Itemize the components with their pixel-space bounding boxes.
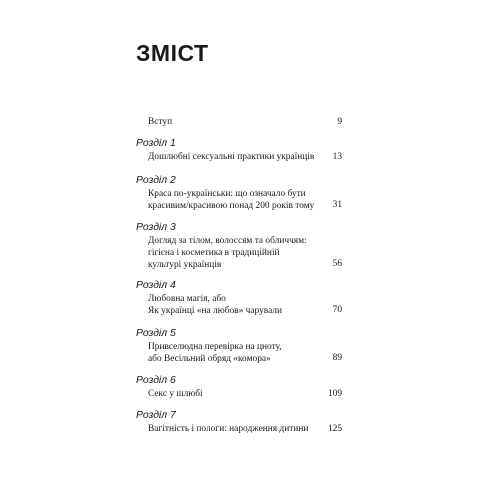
toc-entry-page: 13 <box>332 152 342 162</box>
section-label: Розділ 7 <box>136 410 176 421</box>
toc-entry-title: Привселюдна перевірка на цноту, або Весільний обряд «комора» <box>148 342 282 364</box>
toc-entry-page: 109 <box>327 389 342 399</box>
toc-entry-title: Краса по-українськи: що означало бути красивим/красивою понад 200 років тому <box>148 189 315 211</box>
toc-entry-page: 56 <box>332 259 342 269</box>
page-title: ЗМІСТ <box>136 40 209 66</box>
toc-entry-page: 31 <box>332 200 342 210</box>
toc-entry-title: Вступ <box>148 117 173 127</box>
section-label: Розділ 2 <box>136 175 176 186</box>
toc-entry-title: Дошлюбні сексуальні практики українців <box>148 152 315 162</box>
toc-entry-title: Догляд за тілом, волоссям та обличчям: гігієна і косметика в традиційній культурі українців <box>148 236 307 270</box>
toc-entry-title: Вагітність і пологи: народження дитини <box>148 424 309 434</box>
toc-entry-page: 125 <box>327 424 342 434</box>
section-label: Розділ 3 <box>136 222 176 233</box>
toc-entry-page: 89 <box>332 353 342 363</box>
section-label: Розділ 5 <box>136 328 176 339</box>
section-label: Розділ 4 <box>136 280 176 291</box>
toc-entry-title: Любовна магія, або Як українці «на любов» чарували <box>148 294 283 316</box>
section-label: Розділ 1 <box>136 138 176 149</box>
toc-entry-title: Секс у шлюбі <box>148 389 203 399</box>
toc-entry-page: 9 <box>337 117 342 127</box>
section-label: Розділ 6 <box>136 375 176 386</box>
toc-entry-page: 70 <box>332 305 342 315</box>
